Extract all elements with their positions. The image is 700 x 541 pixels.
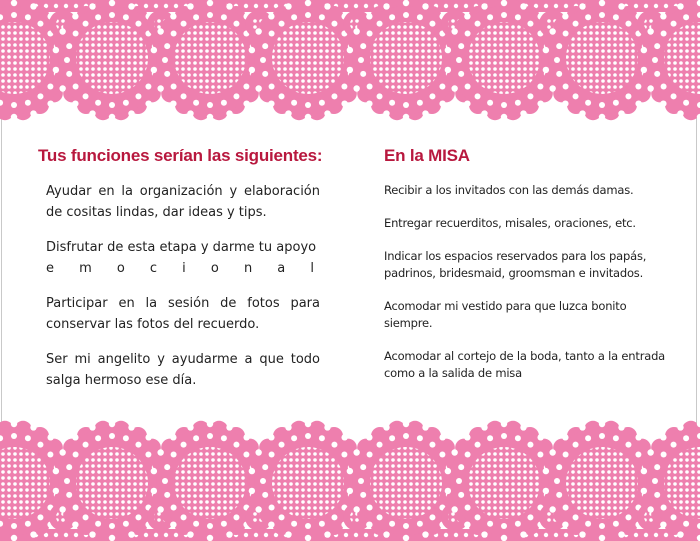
mass-heading: En la MISA (384, 146, 470, 165)
list-item: Recibir a los invitados con las demás damas. (384, 183, 634, 197)
list-item: Ayudar en la organización y elaboración de cositas lindas, dar ideas y tips. (46, 184, 320, 220)
list-item: Acomodar mi vestido para que luzca bonito siempre. (384, 299, 627, 330)
list-item-spaced-word: e m o c i o n a l (46, 261, 320, 276)
list-item-line: Disfrutar de esta etapa y darme tu apoyo (46, 240, 317, 255)
list-item: Indicar los espacios reservados para los papás, padrinos, bridesmaid, groomsman e invitados. (384, 249, 647, 280)
duties-list (46, 181, 320, 391)
list-item (46, 237, 320, 279)
duties-column (38, 146, 328, 405)
duties-heading: Tus funciones serían las siguientes: (38, 146, 323, 165)
mass-list (384, 182, 669, 382)
mass-column (384, 146, 674, 398)
list-item: Acomodar al cortejo de la boda, tanto a la entrada como a la salida de misa (384, 349, 666, 380)
list-item: Ser mi angelito y ayudarme a que todo salga hermoso ese día. (46, 352, 320, 388)
list-item: Entregar recuerditos, misales, oraciones, etc. (384, 216, 636, 230)
list-item: Participar en la sesión de fotos para conservar las fotos del recuerdo. (46, 296, 320, 332)
lace-border-bottom (0, 398, 700, 541)
lace-border-top (0, 0, 700, 140)
